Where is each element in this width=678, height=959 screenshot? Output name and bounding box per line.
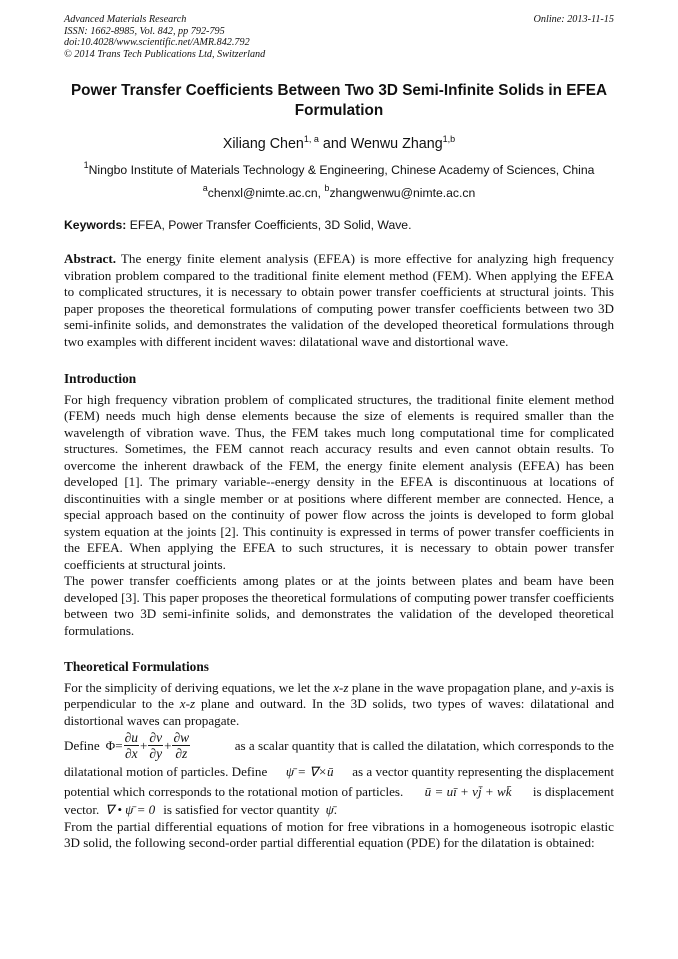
paper-page (64, 14, 614, 852)
theory-paragraph-3: From the partial differential equations of motion for free vibrations in a homogeneous isotropic elastic 3D solid, the following second-order partial differential equation (PDE) for the dilatation is obtained: (64, 818, 614, 851)
text-run: potential which corresponds to the rotational motion of particles. (64, 783, 404, 799)
text-run: -axis is perpendicular to the (64, 679, 614, 712)
journal-header (64, 14, 614, 60)
paper-title: Power Transfer Coefficients Between Two 3D Semi-Infinite Solids in EFEA Formulation (70, 82, 608, 120)
journal-name: Advanced Materials Research (64, 14, 187, 25)
divergence-equation: ∇ • ψ̄ = 0 (105, 802, 156, 818)
text-run: is satisfied for vector quantity (163, 802, 320, 818)
displacement-equation: ū = uī + vj̄ + wk̄ (424, 783, 512, 799)
email-b-sup: b (324, 183, 330, 194)
text-run: plane and outward. In the 3D solids, two types of waves: dilatational and distortional waves can propagate. (64, 696, 615, 728)
email-b[interactable]: zhangwenwu@nimte.ac.cn (329, 186, 476, 201)
psi-symbol: ψ̄ (325, 802, 334, 818)
intro-paragraph-2: The power transfer coefficients among plates or at the joints between plates and beam have been developed [3]. This paper proposes the theoretical formulations of computing power transfer coefficients between two 3D semi-infinite solids, and demonstrates the validation of the developed theoretical formulations. (64, 573, 614, 638)
theory-paragraph-1 (64, 680, 614, 730)
author-1-sup: 1, a (303, 134, 319, 145)
intro-paragraph-1: For high frequency vibration problem of complicated structures, the traditional finite element method (FEM) needs much high dense elements because the size of elements is required smaller than the wavelength of vibration wave. Thus, the FEM takes much long computational time for complicated structures. Sometimes, the FEM cannot reach accuracy results and even cannot obtain results. To overcome the inherent drawback of the FEM, the energy finite element analysis (EFEA) has been developed [1]. The primary variable--energy density in the EFEA is discontinuous at locations of discontinuities with a single member or at positions where different member are connected. Hence, a special approach based on the continuity of power flow across the joints is developed to form global system equation at the joints [2]. This continuity is expressed in terms of power transfer coefficients in the EFEA. When applying the EFEA to such structures, it is necessary to obtain power transfer coefficients at structural joints. (64, 391, 614, 572)
text-run: is displacement (532, 783, 614, 799)
doi: doi:10.4028/www.scientific.net/AMR.842.792 (64, 37, 250, 49)
author-line (64, 135, 614, 153)
author-2: Wenwu Zhang (350, 136, 443, 153)
abstract-text: The energy finite element analysis (EFEA) is more effective for analyzing high frequency vibration problem compared to the traditional finite element method (FEM). When applying the EFEA to complicated structures, it is necessary to obtain power transfer coefficients at structural joints. This paper proposes the theoretical formulations of computing power transfer coefficients between two 3D semi-infinite solids, and demonstrates the validation of the developed theoretical formulations through two examples with different incident waves: dilatational wave and distortional wave. (64, 251, 614, 349)
author-2-sup: 1,b (442, 134, 456, 145)
potential-equation: ψ̄ = ∇×ū (285, 764, 334, 780)
affiliation (64, 160, 614, 178)
keywords-text: EFEA, Power Transfer Coefficients, 3D Solid, Wave. (126, 218, 412, 233)
text-run: For the simplicity of deriving equations, we let the (64, 679, 334, 695)
dilatation-equation: Φ= $\frac{\partial u}{\partial x}$ + $\frac{\partial v}{\partial y}$ + $\frac{\partial w}{\partial z}$ (105, 730, 190, 762)
email-line (64, 183, 614, 201)
author-1: Xiliang Chen (222, 136, 304, 153)
text-run: as a scalar quantity that is called the dilatation, which corresponds to the (234, 737, 614, 753)
author-and: and (318, 136, 351, 153)
online-date: Online: 2013-11-15 (533, 14, 614, 25)
theory-body (64, 680, 614, 852)
copyright: © 2014 Trans Tech Publications Ltd, Switzerland (64, 48, 266, 60)
dilatation-definition-line (64, 730, 614, 761)
keywords (64, 218, 614, 233)
text-run: as a vector quantity representing the displacement (352, 764, 614, 780)
text-run: plane in the wave propagation plane, and (348, 679, 571, 695)
affiliation-text: Ningbo Institute of Materials Technology & Engineering, Chinese Academy of Sciences, China (88, 163, 595, 178)
abstract (64, 251, 614, 350)
displacement-line (64, 784, 614, 801)
introduction-body (64, 392, 614, 640)
email-a[interactable]: chenxl@nimte.ac.cn, (207, 186, 325, 201)
keywords-label: Keywords: (64, 218, 127, 233)
email-a-sup: a (202, 183, 208, 194)
issn: ISSN: 1662-8985, Vol. 842, pp 792-795 (64, 25, 225, 37)
section-heading-introduction: Introduction (64, 371, 137, 387)
text-run: dilatational motion of particles. Define (64, 764, 268, 780)
text-run: vector. (64, 802, 100, 818)
potential-definition-line (64, 764, 614, 781)
text-run: y (570, 679, 577, 695)
affiliation-sup: 1 (83, 160, 89, 171)
divergence-line (64, 802, 614, 819)
section-heading-theory: Theoretical Formulations (64, 659, 209, 675)
text-run: Define (64, 737, 100, 753)
text-run: x-z (333, 679, 349, 695)
text-run: . (333, 802, 338, 818)
text-run: x-z (179, 696, 196, 712)
abstract-label: Abstract. (64, 251, 116, 267)
